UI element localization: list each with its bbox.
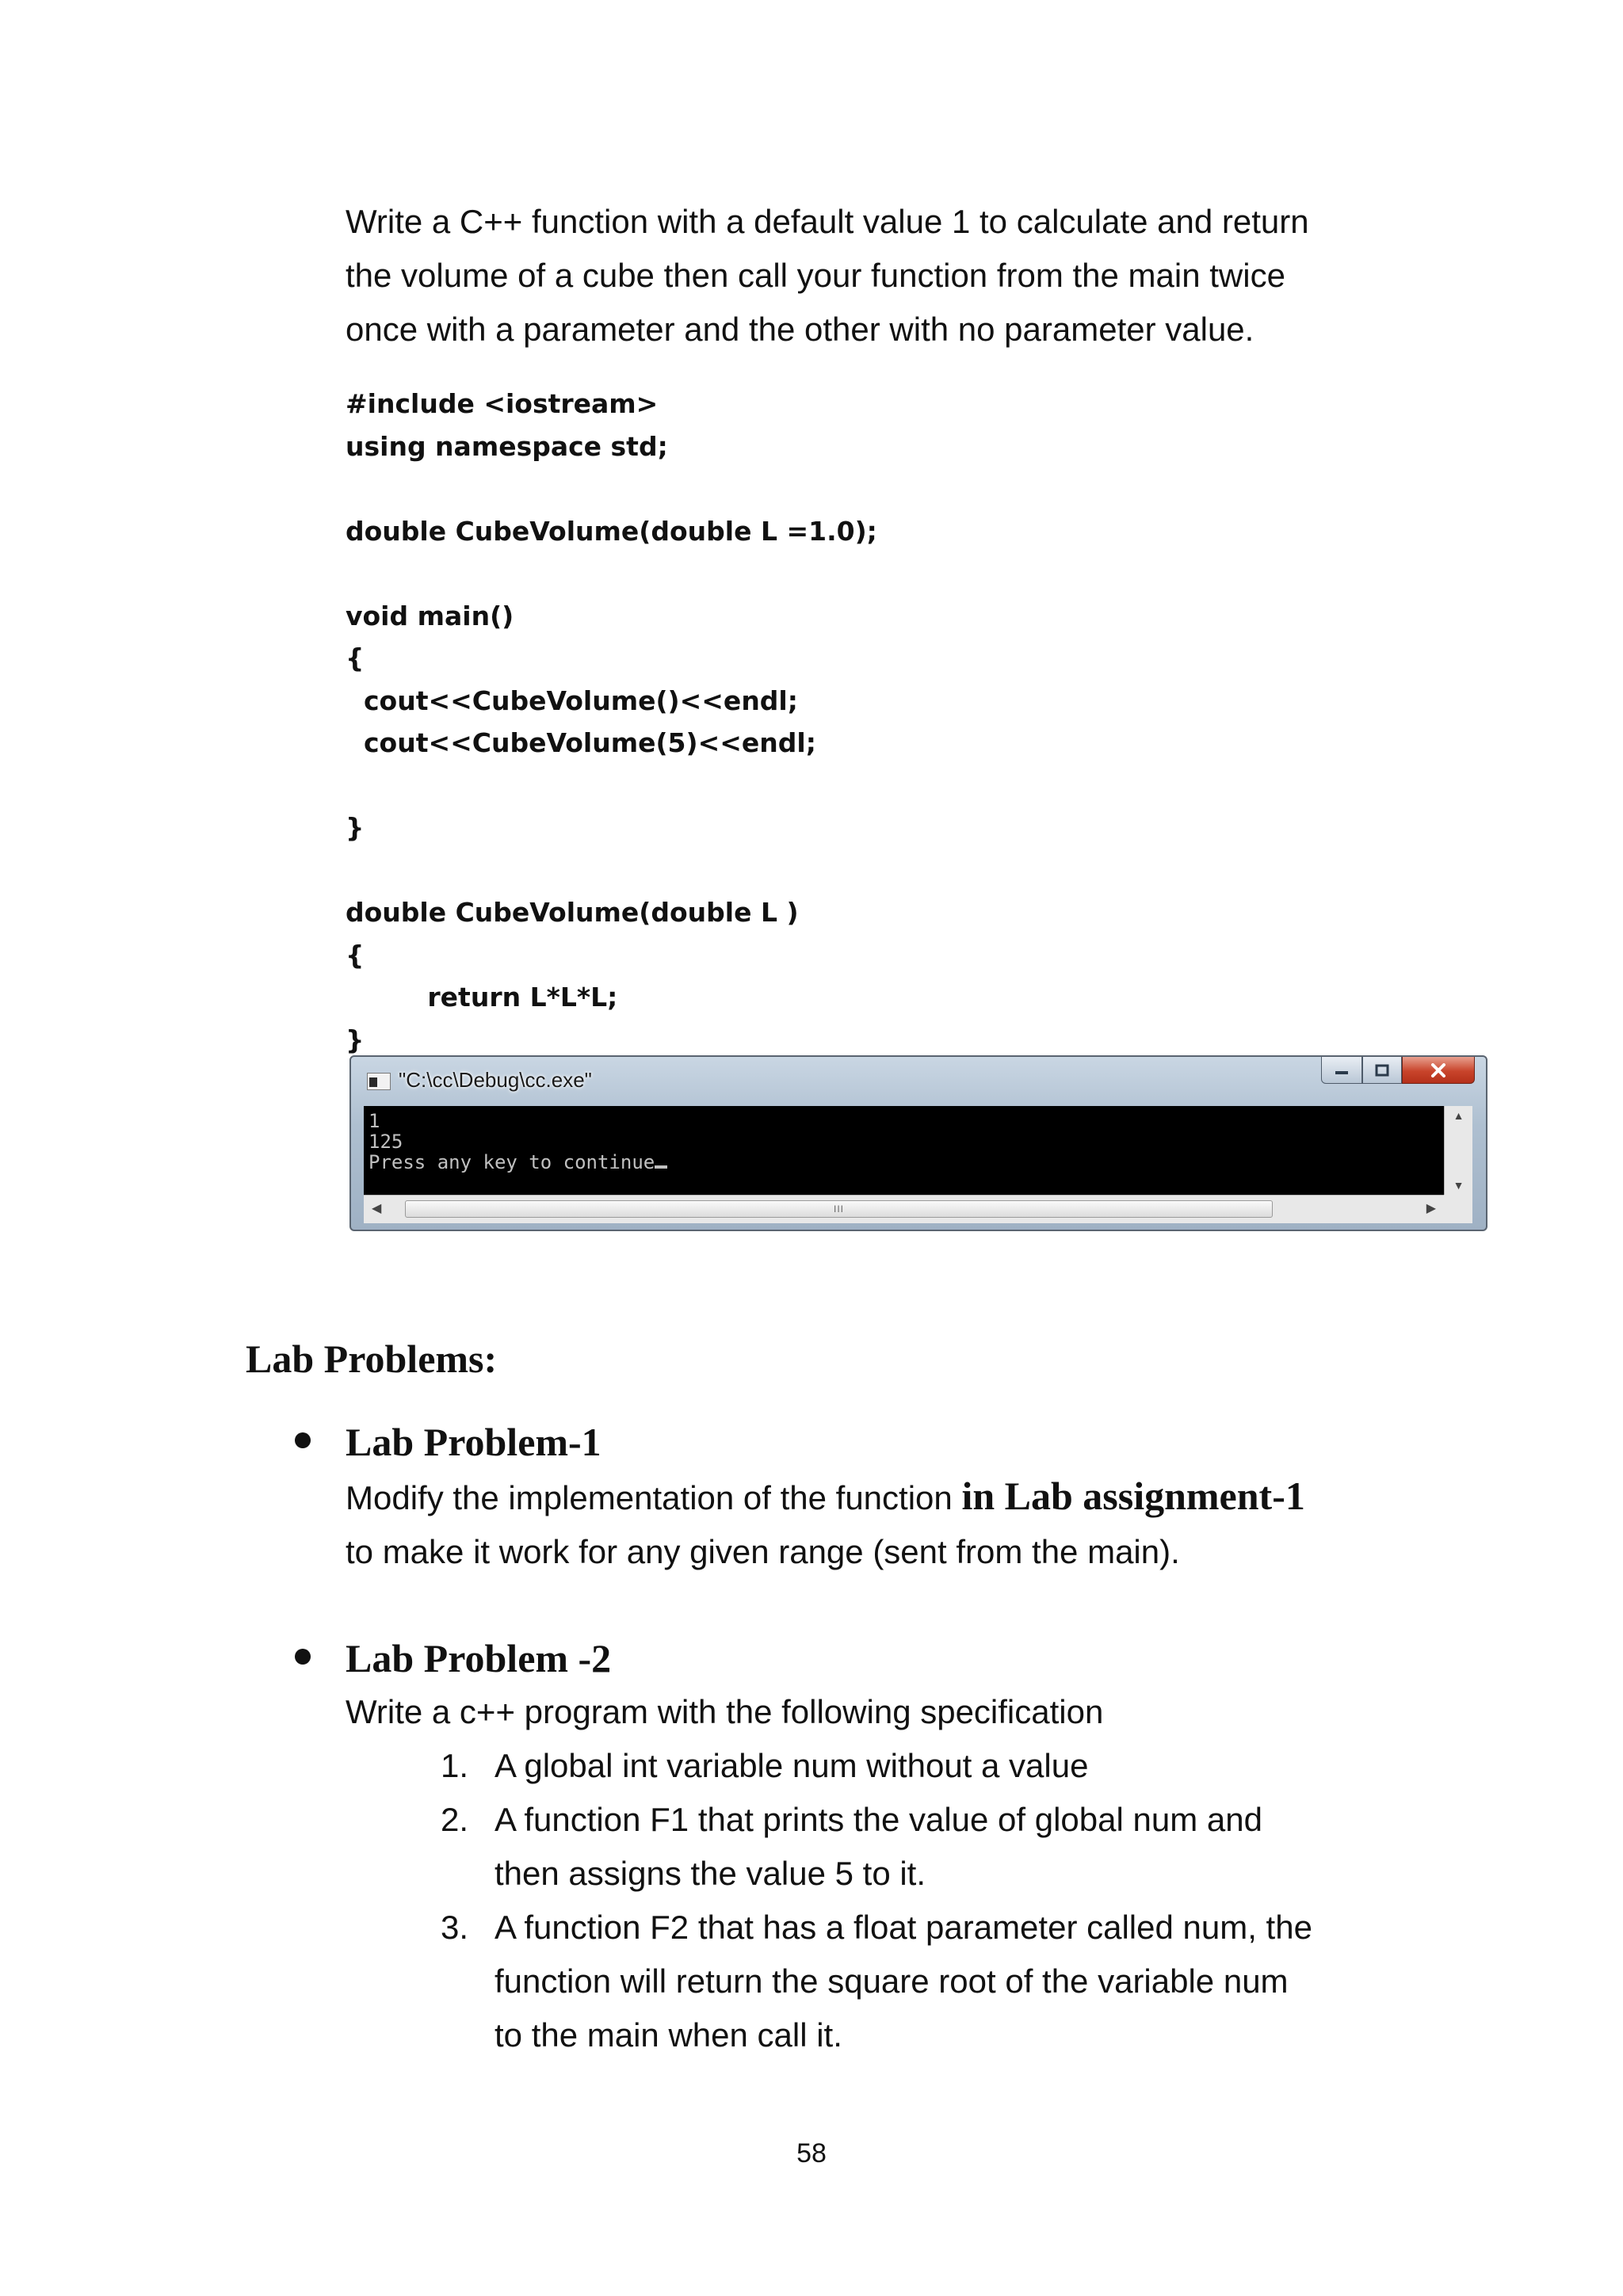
specification-item — [441, 1901, 1415, 2062]
code-listing — [346, 383, 1296, 1061]
maximize-button[interactable] — [1362, 1057, 1402, 1084]
specification-item — [441, 1793, 1415, 1901]
specification-line: function will return the square root of the variable num — [495, 1962, 1289, 2000]
lab-problem-1-title: Lab Problem-1 — [346, 1420, 601, 1464]
code-line: { — [346, 939, 365, 971]
specification-line: to the main when call it. — [495, 2016, 842, 2054]
console-output-area[interactable] — [364, 1106, 1444, 1195]
close-icon — [1430, 1063, 1446, 1077]
page-number: 58 — [796, 2138, 827, 2168]
lab-problem-2 — [346, 1631, 1423, 1739]
lab-problems-heading: Lab Problems: — [246, 1337, 498, 1381]
code-line — [346, 552, 1296, 595]
close-button[interactable] — [1402, 1057, 1475, 1084]
console-output-line: 1 — [369, 1110, 380, 1132]
code-line: return L*L*L; — [346, 982, 618, 1013]
console-app-icon — [367, 1073, 391, 1090]
specification-line: then assigns the value 5 to it. — [495, 1855, 926, 1892]
lab-problem-1 — [346, 1415, 1423, 1579]
console-prompt-text: Press any key to continue — [369, 1151, 655, 1173]
list-number: 2. — [441, 1801, 469, 1838]
scroll-right-arrow-icon[interactable]: ▶ — [1426, 1202, 1436, 1215]
scroll-left-arrow-icon[interactable]: ◀ — [372, 1202, 382, 1215]
code-line: double CubeVolume(double L ) — [346, 897, 799, 928]
code-line: #include <iostream> — [346, 388, 659, 419]
specification-item — [441, 1739, 1415, 1793]
code-line — [346, 467, 1296, 510]
list-number: 1. — [441, 1747, 469, 1784]
scroll-grip-icon: III — [833, 1203, 845, 1215]
scroll-down-arrow-icon[interactable]: ▼ — [1453, 1179, 1465, 1192]
code-line: } — [346, 812, 365, 843]
bullet-icon — [295, 1432, 311, 1448]
code-line: cout<<CubeVolume(5)<<endl; — [346, 727, 816, 758]
maximize-icon — [1375, 1064, 1389, 1077]
window-controls — [1321, 1057, 1475, 1085]
console-window-title: "C:\cc\Debug\cc.exe" — [399, 1068, 592, 1092]
horizontal-scrollbar[interactable] — [364, 1195, 1444, 1223]
vertical-scrollbar[interactable] — [1444, 1106, 1472, 1195]
specification-line: A function F1 that prints the value of global num and — [495, 1801, 1262, 1838]
intro-paragraph — [346, 195, 1407, 357]
console-window — [349, 1055, 1487, 1231]
specification-list — [441, 1739, 1415, 2062]
minimize-icon — [1334, 1066, 1350, 1074]
code-line: void main() — [346, 600, 514, 631]
intro-line: the volume of a cube then call your function from the main twice — [346, 257, 1285, 294]
problem-1-text-start: Modify the implementation of the function — [346, 1479, 962, 1516]
code-line — [346, 765, 1296, 807]
scroll-up-arrow-icon[interactable]: ▲ — [1453, 1109, 1465, 1122]
problem-1-text-bold: in Lab assignment-1 — [961, 1474, 1305, 1518]
console-title-bar[interactable] — [351, 1057, 1486, 1103]
code-line: { — [346, 643, 365, 673]
list-number: 3. — [441, 1909, 469, 1946]
lab-problem-2-text: Write a c++ program with the following specification — [346, 1693, 1104, 1730]
problem-1-text-end: to make it work for any given range (sent from the main). — [346, 1533, 1180, 1570]
intro-line: once with a parameter and the other with no parameter value. — [346, 311, 1254, 348]
code-line: } — [346, 1024, 365, 1055]
lab-problem-1-text — [346, 1469, 1423, 1579]
code-line: double CubeVolume(double L =1.0); — [346, 515, 877, 547]
console-output-line: 125 — [369, 1131, 403, 1153]
horizontal-scroll-thumb[interactable] — [405, 1200, 1273, 1218]
resize-grip[interactable] — [1444, 1195, 1472, 1223]
console-output-line — [369, 1152, 1444, 1173]
intro-line: Write a C++ function with a default value 1 to calculate and return — [346, 203, 1309, 240]
console-cursor — [655, 1165, 667, 1169]
specification-line: A global int variable num without a value — [495, 1747, 1089, 1784]
code-line: using namespace std; — [346, 430, 668, 462]
bullet-icon — [295, 1649, 311, 1665]
code-line — [346, 849, 1296, 892]
lab-problem-2-title: Lab Problem -2 — [346, 1636, 612, 1680]
minimize-button[interactable] — [1321, 1057, 1362, 1084]
specification-line: A function F2 that has a float parameter called num, the — [495, 1909, 1312, 1946]
code-line: cout<<CubeVolume()<<endl; — [346, 685, 798, 716]
